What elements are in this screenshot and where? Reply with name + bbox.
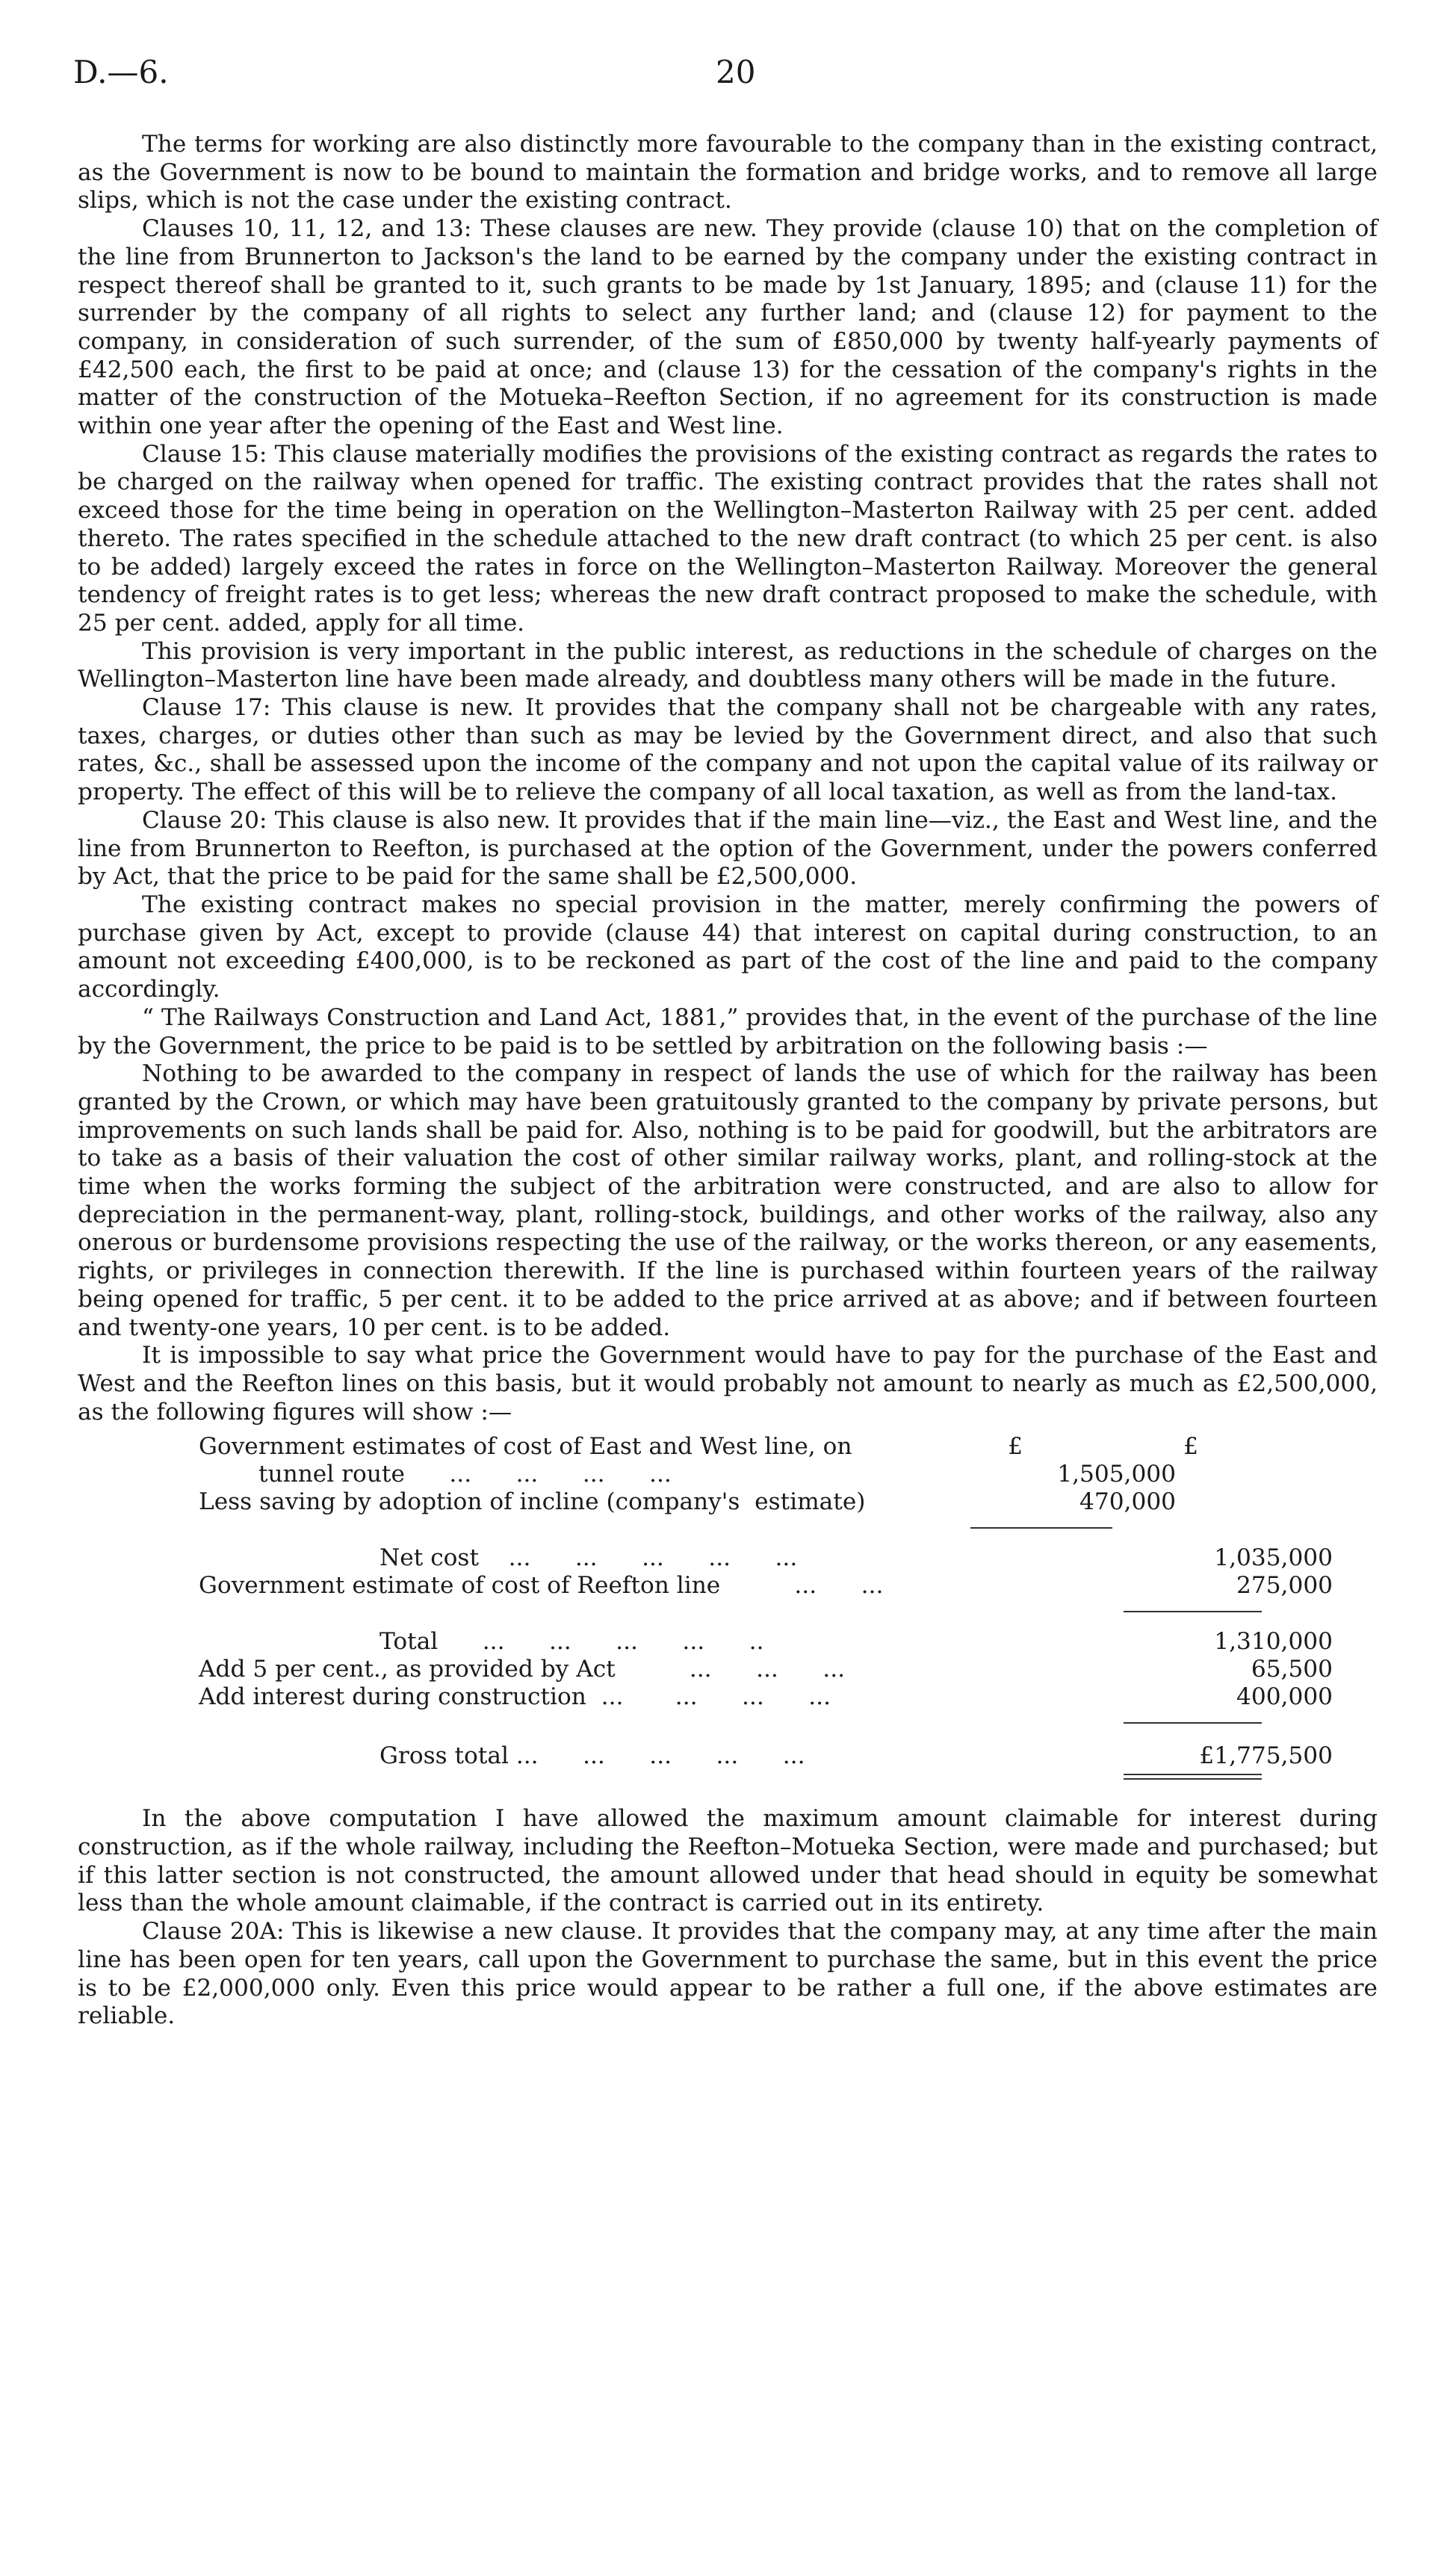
paragraph: Clause 20A: This is likewise a new clause. It provides that the company may, at any time after the main line has been open for ten years, call upon the Government to purchase the same, but in this event the price is to be £2,000,000 only. Even this price would appear to be rather a full one, if the above estimates are reliable. <box>78 1918 1378 2030</box>
column-unit-2: £ <box>1183 1433 1198 1461</box>
document-reference: D.—6. <box>73 54 169 90</box>
rule-line <box>1124 1611 1262 1612</box>
row-value: 1,035,000 <box>1214 1544 1333 1572</box>
row-label: Government estimates of cost of East and West line, on <box>199 1433 852 1461</box>
closing-section <box>78 1805 1378 2031</box>
rule-line <box>1124 1722 1262 1724</box>
paragraph: It is impossible to say what price the Government would have to pay for the purchase of the East and West and the Reefton lines on this basis, but it would probably not amount to nearly as much as £2,500,000, as the following figures will show :— <box>78 1342 1378 1426</box>
row-value: 65,500 <box>1251 1656 1333 1683</box>
page-number: 20 <box>716 54 756 90</box>
row-label: Net cost ... ... ... ... ... <box>380 1544 798 1572</box>
table-row <box>78 1629 1378 1656</box>
table-row <box>78 1545 1378 1573</box>
paragraph: This provision is very important in the public interest, as reductions in the schedule of charges on the Wellington–Masterton line have been made already, and doubtless many others will be made in the future. <box>78 637 1378 693</box>
table-row <box>78 1656 1378 1684</box>
paragraph: Clause 17: This clause is new. It provides that the company shall not be chargeable with any rates, taxes, charges, or duties other than such as may be levied by the Government direct, and also that such rates, &c., shall be assessed upon the income of the company and not upon the capital value of its railway or property. The effect of this will be to relieve the company of all local taxation, as well as from the land-tax. <box>78 694 1378 806</box>
table-row <box>78 1684 1378 1712</box>
table-row <box>78 1489 1378 1517</box>
row-label: Less saving by adoption of incline (company's estimate) <box>199 1488 866 1516</box>
page-body <box>78 131 1378 2031</box>
paragraph: Clauses 10, 11, 12, and 13: These clauses are new. They provide (clause 10) that on the completion of the line from Brunnerton to Jackson's the land to be earned by the company under the existing contract in respect thereof shall be granted to it, such grants to be made by 1st January, 1895; and (clause 11) for the surrender by the company of all rights to select any further land; and (clause 12) for payment to the company, in consideration of such surrender, of the sum of £850,000 by twenty half-yearly payments of £42,500 each, the first to be paid at once; and (clause 13) for the cessation of the company's rights in the matter of the construction of the Motueka–Reefton Section, if no agreement for its construction is made within one year after the opening of the East and West line. <box>78 215 1378 440</box>
row-value: 470,000 <box>1079 1488 1176 1516</box>
paragraph: Nothing to be awarded to the company in respect of lands the use of which for the railway has been granted by the Crown, or which may have been gratuitously granted to the company by private persons, but improvements on such lands shall be paid for. Also, nothing is to be paid for goodwill, but the arbitrators are to take as a basis of their valuation the cost of other similar railway works, plant, and rolling-stock at the time when the works forming the subject of the arbitration were constructed, and are also to allow for depreciation in the permanent-way, plant, rolling-stock, buildings, and other works of the railway, also any onerous or burdensome provisions respecting the use of the railway, or the works thereon, or any easements, rights, or privileges in connection therewith. If the line is purchased within fourteen years of the railway being opened for traffic, 5 per cent. it to be added to the price arrived at as above; and if between fourteen and twenty-one years, 10 per cent. is to be added. <box>78 1060 1378 1341</box>
double-rule-line <box>1124 1774 1262 1780</box>
table-row <box>78 1573 1378 1600</box>
row-value: 275,000 <box>1236 1572 1333 1600</box>
paragraph: The existing contract makes no special provision in the matter, merely confirming the powers of purchase given by Act, except to provide (clause 44) that interest on capital during construction, to an amount not exceeding £400,000, is to be reckoned as part of the cost of the line and paid to the company accordingly. <box>78 891 1378 1003</box>
row-value: £1,775,500 <box>1199 1742 1333 1770</box>
paragraph: Clause 15: This clause materially modifies the provisions of the existing contract as regards the rates to be charged on the railway when opened for traffic. The existing contract provides that the rates shall not exceed those for the time being in operation on the Wellington–Masterton Railway with 25 per cent. added thereto. The rates specified in the schedule attached to the new draft contract (to which 25 per cent. is also to be added) largely exceed the rates in force on the Wellington–Masterton Railway. Moreover the general tendency of freight rates is to get less; whereas the new draft contract proposed to make the schedule, with 25 per cent. added, apply for all time. <box>78 440 1378 637</box>
paragraph: The terms for working are also distinctly more favourable to the company than in the existing contract, as the Government is now to be bound to maintain the formation and bridge works, and to remove all large slips, which is not the case under the existing contract. <box>78 131 1378 214</box>
page-header <box>73 54 1374 106</box>
row-value: 1,505,000 <box>1057 1461 1176 1488</box>
column-unit-1: £ <box>1008 1433 1023 1461</box>
paragraph: “ The Railways Construction and Land Act, 1881,” provides that, in the event of the purchase of the line by the Government, the price to be paid is to be settled by arbitration on the following basis :— <box>78 1003 1378 1059</box>
row-label: Government estimate of cost of Reefton line ... ... <box>199 1572 884 1600</box>
row-value: 400,000 <box>1236 1683 1333 1711</box>
paragraph: Clause 20: This clause is also new. It provides that if the main line—viz., the East and West line, and the line from Brunnerton to Reefton, is purchased at the option of the Government, under the powers conferred by Act, that the price to be paid for the same shall be £2,500,000. <box>78 806 1378 891</box>
row-label: tunnel route ... ... ... ... <box>258 1461 672 1488</box>
row-label: Total ... ... ... ... .. <box>380 1628 764 1656</box>
row-label: Gross total ... ... ... ... ... <box>380 1742 805 1770</box>
cost-estimate-table <box>78 1434 1378 1771</box>
rule-line <box>970 1527 1112 1529</box>
table-row <box>78 1461 1378 1489</box>
paragraph: In the above computation I have allowed the maximum amount claimable for interest during construction, as if the whole railway, including the Reefton–Motueka Section, were made and purchased; but if this latter section is not constructed, the amount allowed under that head should in equity be somewhat less than the whole amount claimable, if the contract is carried out in its entirety. <box>78 1805 1378 1917</box>
table-row <box>78 1743 1378 1771</box>
row-value: 1,310,000 <box>1214 1628 1333 1656</box>
table-row <box>78 1434 1378 1461</box>
row-label: Add 5 per cent., as provided by Act ... ... ... <box>199 1656 846 1683</box>
row-label: Add interest during construction ... ... ... ... <box>199 1683 831 1711</box>
